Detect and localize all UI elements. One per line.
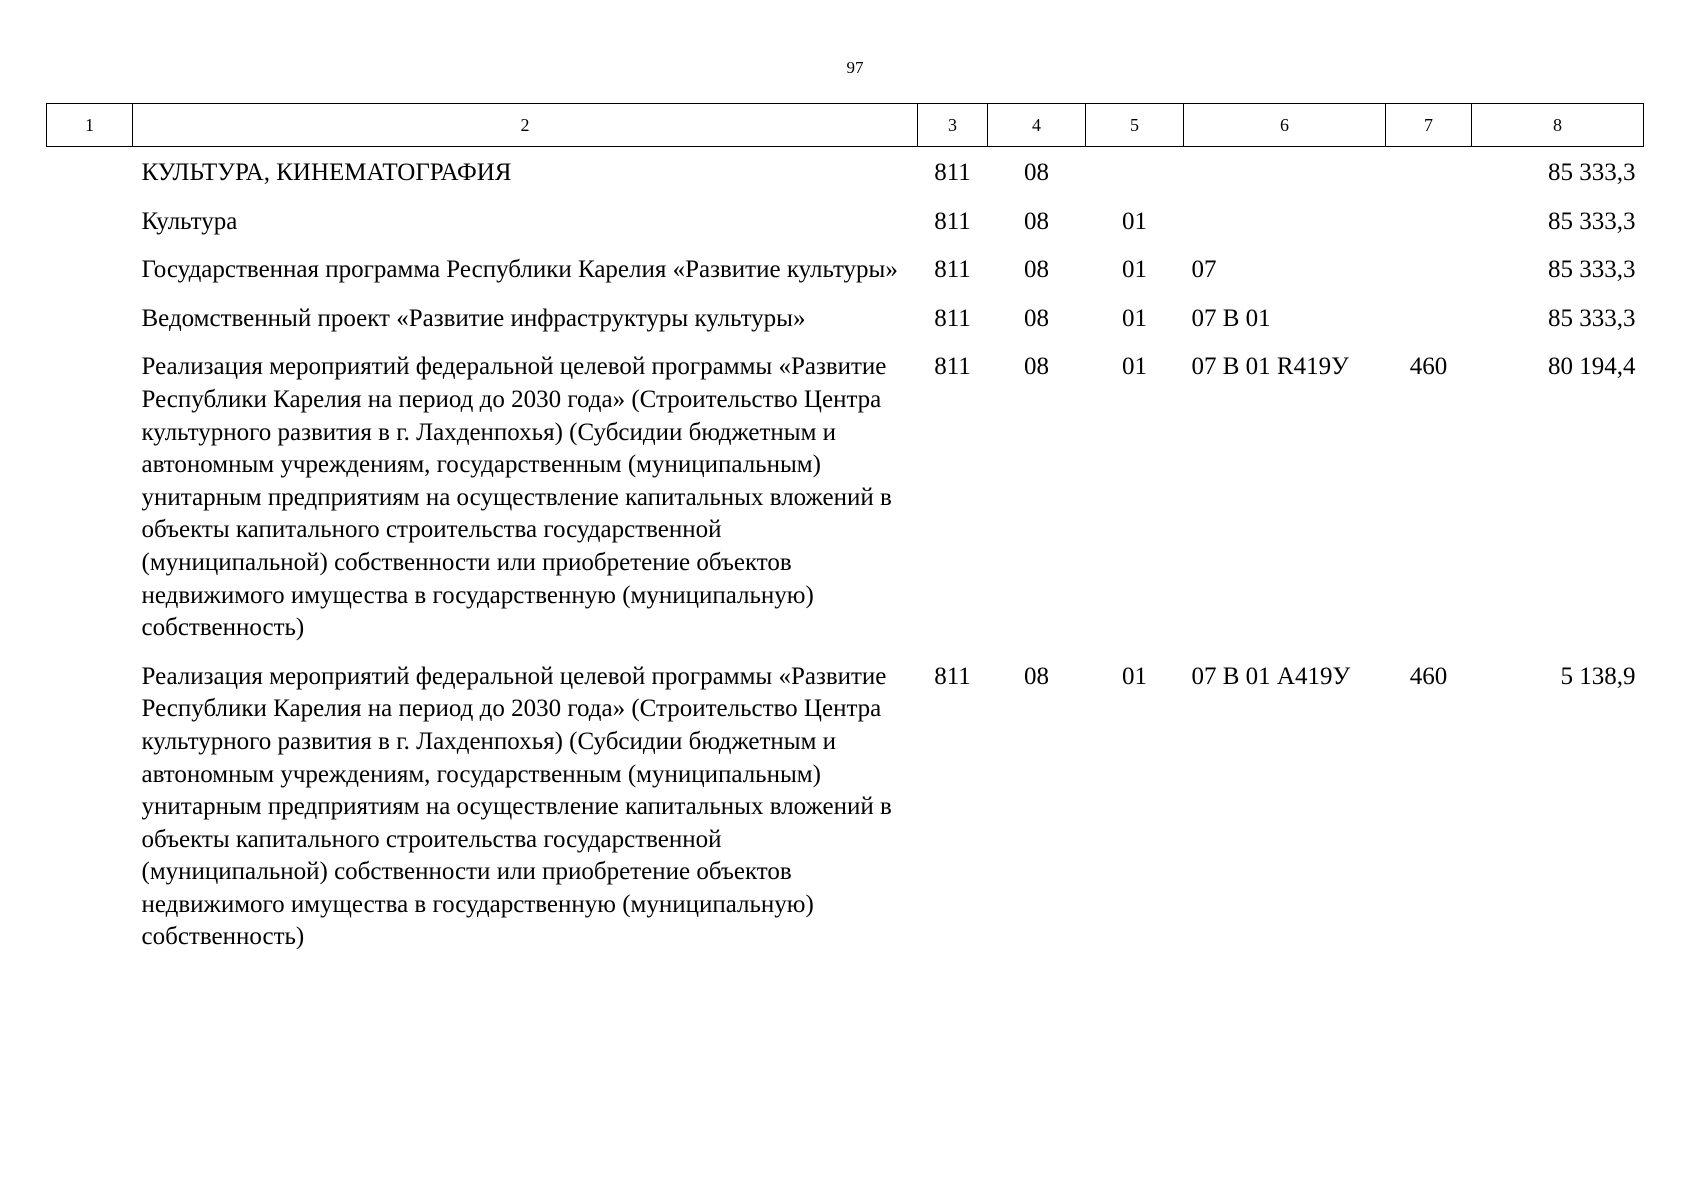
row-col-6: 07 В 01 R419У xyxy=(1191,353,1349,381)
row-col-7 xyxy=(1386,248,1472,297)
row-col-5: 01 xyxy=(1122,256,1147,284)
header-col-7: 7 xyxy=(1386,104,1472,147)
row-col-4: 08 xyxy=(1024,304,1049,332)
row-col-3: 811 xyxy=(934,304,971,332)
row-col-7: 460 xyxy=(1409,662,1448,690)
row-amount: 85 333,3 xyxy=(1548,159,1636,186)
table-row xyxy=(47,345,1644,654)
row-col-5 xyxy=(1086,147,1184,200)
table-row xyxy=(47,248,1644,297)
header-col-2: 2 xyxy=(133,104,918,147)
table-row xyxy=(47,200,1644,249)
table-row xyxy=(47,297,1644,346)
header-col-8: 8 xyxy=(1472,104,1644,147)
row-col-3: 811 xyxy=(934,662,971,690)
row-col-3: 811 xyxy=(934,207,971,235)
header-col-1: 1 xyxy=(47,104,133,147)
row-col-1 xyxy=(47,297,133,346)
table-row xyxy=(47,147,1644,200)
row-amount: 85 333,3 xyxy=(1548,304,1636,332)
row-amount: 85 333,3 xyxy=(1548,256,1636,284)
budget-table xyxy=(46,103,1644,964)
row-col-1 xyxy=(47,655,133,964)
row-col-4: 08 xyxy=(1024,256,1049,284)
row-amount: 85 333,3 xyxy=(1548,207,1636,235)
row-col-5: 01 xyxy=(1122,304,1147,332)
row-col-7 xyxy=(1386,200,1472,249)
row-name: Реализация мероприятий федеральной целевой программы «Развитие Республики Карелия на период до 2030 года» (Строительство Центра культурного развития в г. Лахденпохья) (Субсидии бюджетным и автономным учреждениям, государственным (муниципальным) унитарным предприятиям на осуществление капитальных вложений в объекты капитального строительства государственной (муниципальной) собственности или приобретение объектов недвижимого имущества в государственную (муниципальную) собственность) xyxy=(141,662,892,951)
row-amount: 5 138,9 xyxy=(1560,662,1636,690)
row-col-3: 811 xyxy=(934,353,971,381)
row-col-1 xyxy=(47,248,133,297)
row-name: Государственная программа Республики Карелия «Развитие культуры» xyxy=(141,256,898,284)
row-amount: 80 194,4 xyxy=(1548,353,1636,381)
row-col-4: 08 xyxy=(1024,353,1049,381)
page-number: 97 xyxy=(846,58,864,77)
row-name: КУЛЬТУРА, КИНЕМАТОГРАФИЯ xyxy=(141,159,512,186)
row-col-1 xyxy=(47,200,133,249)
row-col-6: 07 В 01 А419У xyxy=(1191,662,1351,690)
row-col-3: 811 xyxy=(934,256,971,284)
row-col-1 xyxy=(47,147,133,200)
row-col-7 xyxy=(1386,297,1472,346)
header-col-4: 4 xyxy=(988,104,1086,147)
row-col-5: 01 xyxy=(1122,353,1147,381)
row-col-7 xyxy=(1386,147,1472,200)
header-col-6: 6 xyxy=(1184,104,1386,147)
row-col-5: 01 xyxy=(1122,662,1147,690)
header-col-5: 5 xyxy=(1086,104,1184,147)
header-col-3: 3 xyxy=(918,104,988,147)
row-name: Реализация мероприятий федеральной целевой программы «Развитие Республики Карелия на период до 2030 года» (Строительство Центра культурного развития в г. Лахденпохья) (Субсидии бюджетным и автономным учреждениям, государственным (муниципальным) унитарным предприятиям на осуществление капитальных вложений в объекты капитального строительства государственной (муниципальной) собственности или приобретение объектов недвижимого имущества в государственную (муниципальную) собственность) xyxy=(141,353,892,642)
table-body xyxy=(47,147,1644,965)
row-name: Культура xyxy=(141,207,238,235)
header-row xyxy=(47,104,1644,147)
row-col-6: 07 xyxy=(1191,256,1217,284)
row-col-1 xyxy=(47,345,133,654)
row-name: Ведомственный проект «Развитие инфраструктуры культуры» xyxy=(141,304,806,332)
row-col-5: 01 xyxy=(1122,207,1147,235)
row-col-4: 08 xyxy=(1024,662,1049,690)
row-col-4: 08 xyxy=(1024,207,1049,235)
row-col-7: 460 xyxy=(1409,353,1448,381)
table-row xyxy=(47,655,1644,964)
row-col-6 xyxy=(1184,200,1386,249)
row-col-4: 08 xyxy=(1024,159,1049,186)
table-header xyxy=(47,104,1644,147)
row-col-6: 07 В 01 xyxy=(1191,304,1271,332)
row-col-3: 811 xyxy=(934,159,971,186)
row-col-6 xyxy=(1184,147,1386,200)
